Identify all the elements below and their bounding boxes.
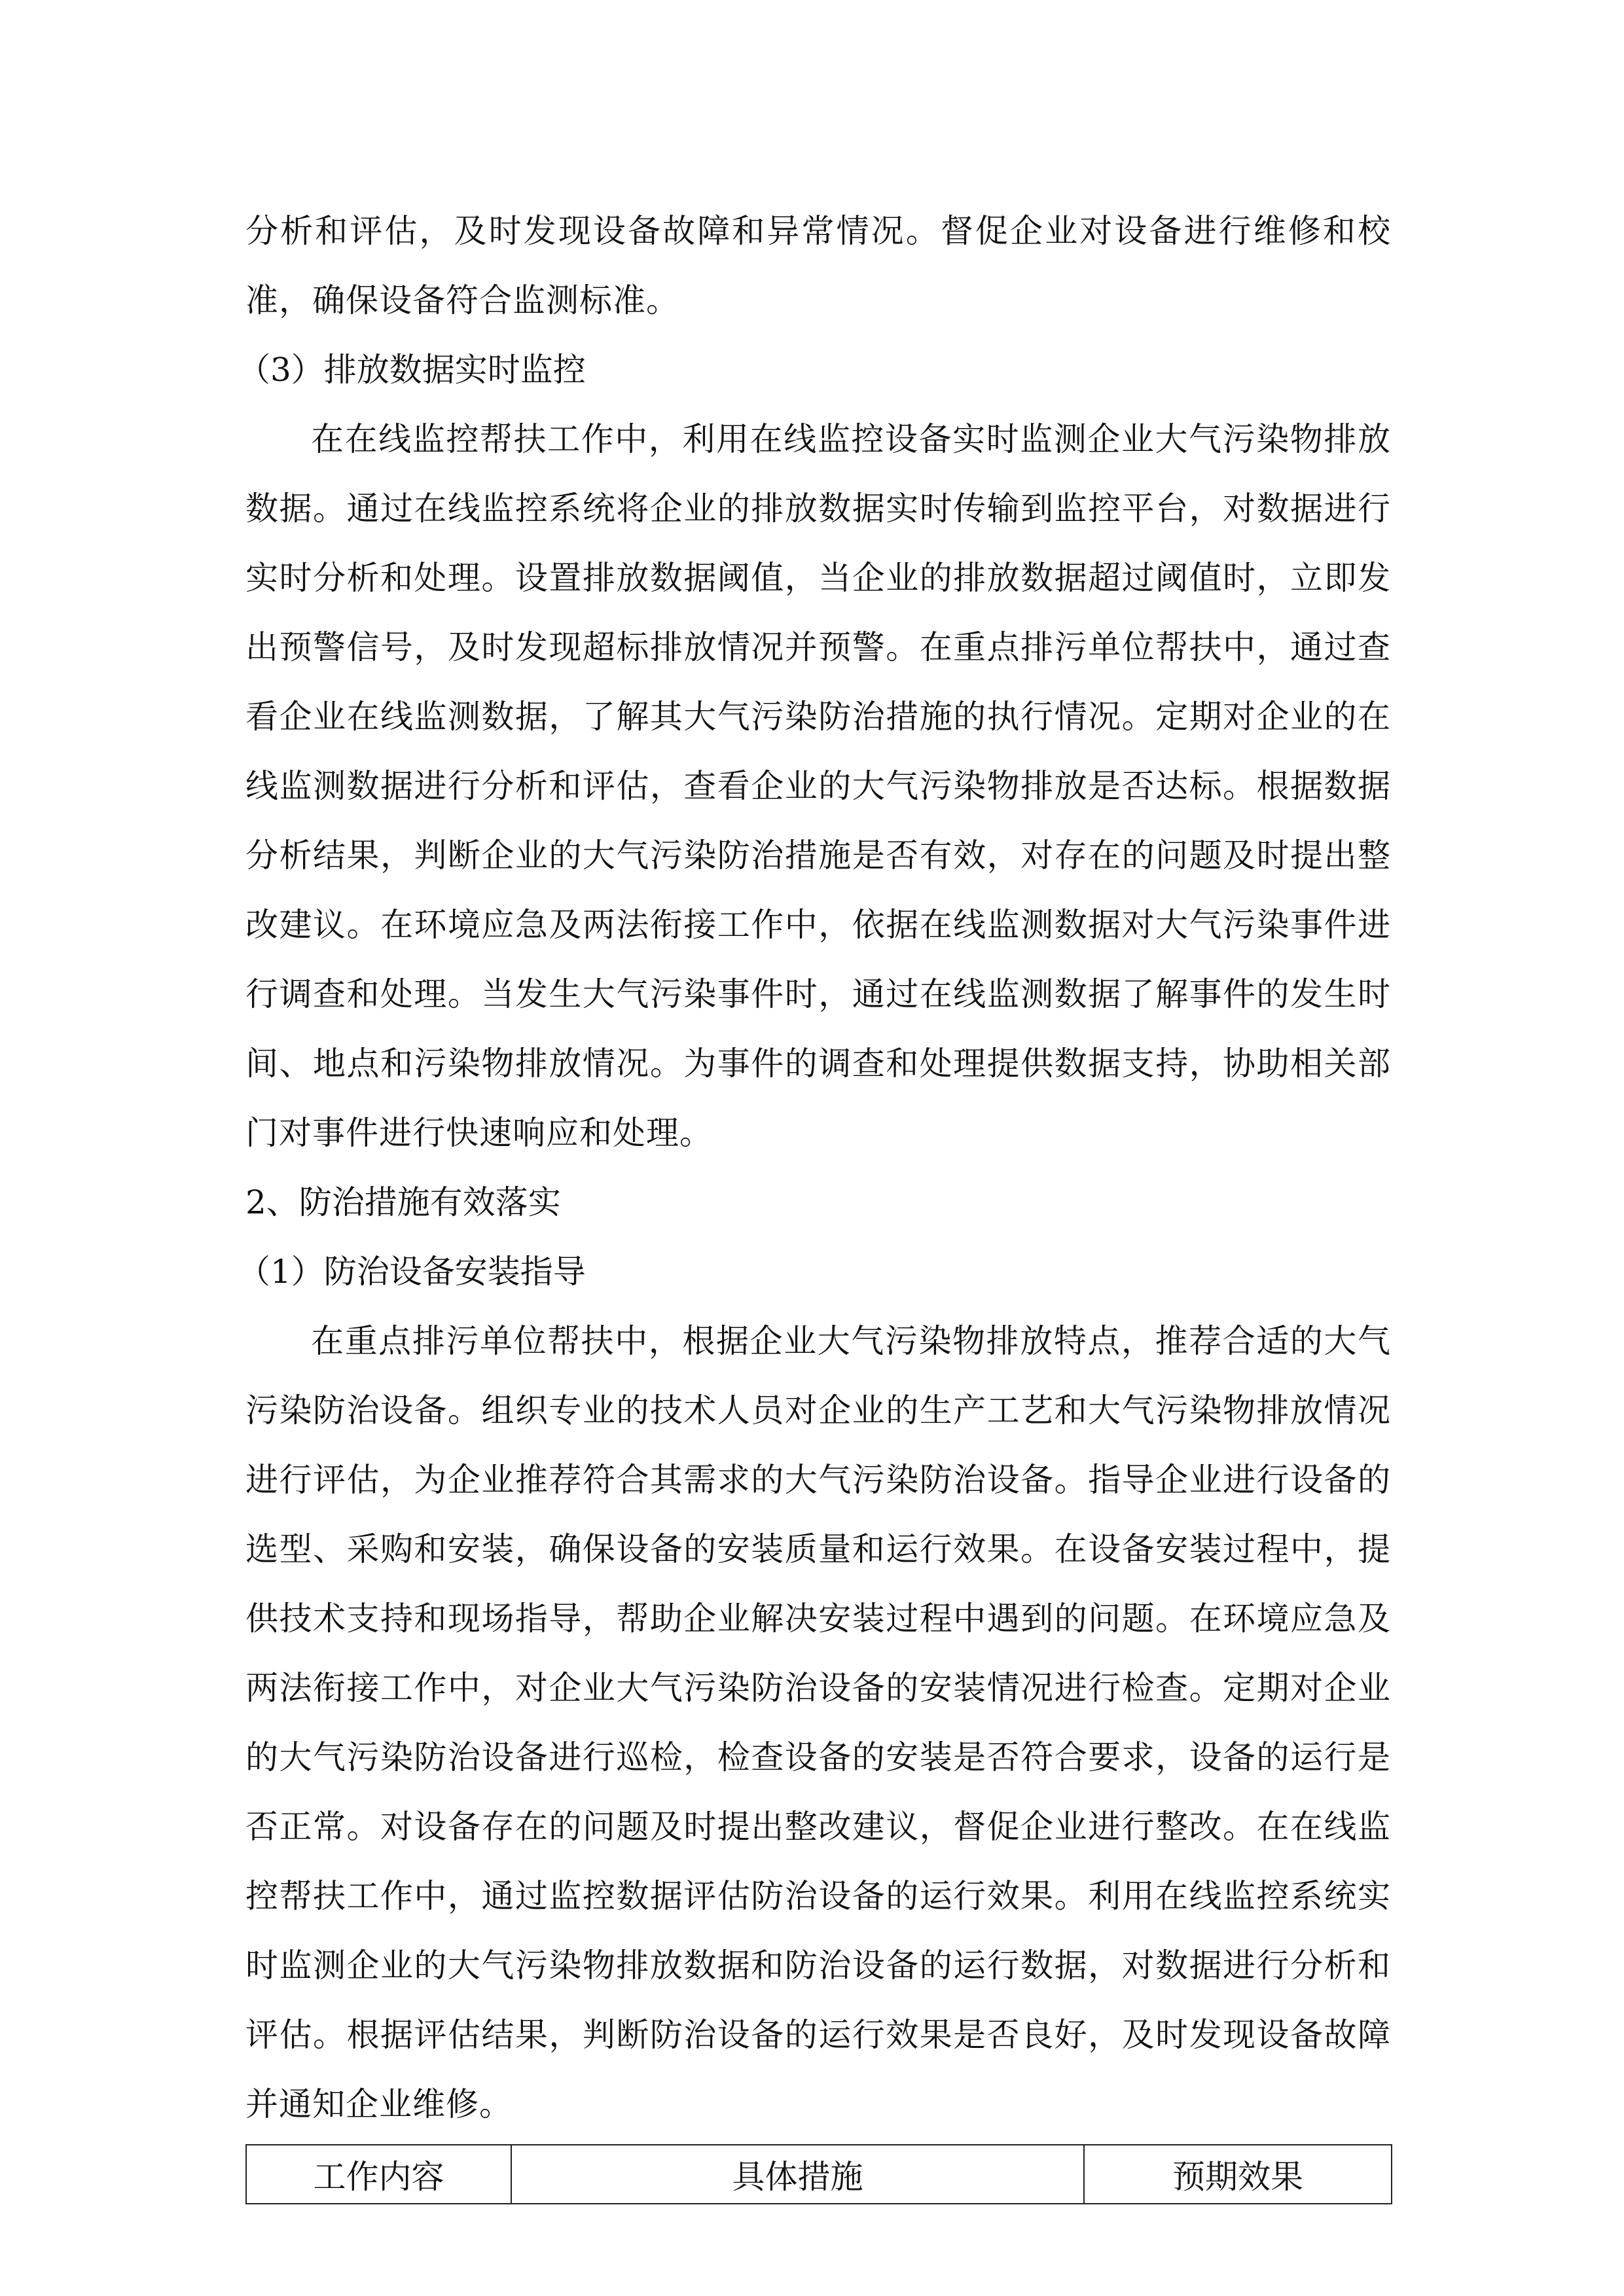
text-line: 数据。通过在线监控系统将企业的排放数据实时传输到监控平台，对数据进行 [245, 490, 1391, 528]
table-header-cell: 预期效果 [1084, 2145, 1392, 2204]
text-line: 间、地点和污染物排放情况。为事件的调查和处理提供数据支持，协助相关部 [245, 1045, 1391, 1083]
text-line: 在在线监控帮扶工作中，利用在线监控设备实时监测企业大气污染物排放 [311, 420, 1391, 458]
measures-table [245, 2144, 1392, 2204]
section-heading-2-1: （1）防治设备安装指导 [238, 1253, 586, 1291]
text-line: 改建议。在环境应急及两法衔接工作中，依据在线监测数据对大气污染事件进 [245, 906, 1391, 944]
text-line: 供技术支持和现场指导，帮助企业解决安装过程中遇到的问题。在环境应急及 [245, 1600, 1391, 1638]
text-line: 控帮扶工作中，通过监控数据评估防治设备的运行效果。利用在线监控系统实 [245, 1877, 1391, 1915]
text-line: 否正常。对设备存在的问题及时提出整改建议，督促企业进行整改。在在线监 [245, 1808, 1391, 1846]
text-line: 污染防治设备。组织专业的技术人员对企业的生产工艺和大气污染物排放情况 [245, 1391, 1391, 1429]
section-3-paragraph [245, 404, 1391, 1168]
text-line: 行调查和处理。当发生大气污染事件时，通过在线监测数据了解事件的发生时 [245, 975, 1391, 1013]
section-2-1-paragraph [245, 1306, 1391, 2139]
text-line: 准，确保设备符合监测标准。 [245, 281, 679, 319]
text-line: 进行评估，为企业推荐符合其需求的大气污染防治设备。指导企业进行设备的 [245, 1461, 1391, 1499]
text-line: 在重点排污单位帮扶中，根据企业大气污染物排放特点，推荐合适的大气 [311, 1322, 1391, 1360]
intro-paragraph [245, 196, 1391, 335]
text-line: 评估。根据评估结果，判断防治设备的运行效果是否良好，及时发现设备故障 [245, 2016, 1391, 2054]
table-header-row [246, 2145, 1392, 2204]
text-line: 并通知企业维修。 [245, 2085, 513, 2123]
text-line: 实时分析和处理。设置排放数据阈值，当企业的排放数据超过阈值时，立即发 [245, 559, 1391, 597]
text-line: 分析和评估，及时发现设备故障和异常情况。督促企业对设备进行维修和校 [245, 212, 1391, 250]
document-page [238, 196, 1391, 2204]
text-line: 出预警信号，及时发现超标排放情况并预警。在重点排污单位帮扶中，通过查 [245, 628, 1391, 666]
text-line: 门对事件进行快速响应和处理。 [245, 1114, 713, 1152]
text-line: 的大气污染防治设备进行巡检，检查设备的安装是否符合要求，设备的运行是 [245, 1738, 1391, 1776]
section-heading-2: 2、防治措施有效落实 [245, 1183, 561, 1221]
text-line: 两法衔接工作中，对企业大气污染防治设备的安装情况进行检查。定期对企业 [245, 1669, 1391, 1707]
text-line: 看企业在线监测数据，了解其大气污染防治措施的执行情况。定期对企业的在 [245, 698, 1391, 736]
text-line: 分析结果，判断企业的大气污染防治措施是否有效，对存在的问题及时提出整 [245, 836, 1391, 874]
text-line: 时监测企业的大气污染物排放数据和防治设备的运行数据，对数据进行分析和 [245, 1946, 1391, 1984]
text-line: 选型、采购和安装，确保设备的安装质量和运行效果。在设备安装过程中，提 [245, 1530, 1391, 1568]
table-header-cell: 具体措施 [511, 2145, 1084, 2204]
table-header-cell: 工作内容 [246, 2145, 511, 2204]
section-heading-3: （3）排放数据实时监控 [238, 351, 586, 389]
text-line: 线监测数据进行分析和评估，查看企业的大气污染物排放是否达标。根据数据 [245, 767, 1391, 805]
